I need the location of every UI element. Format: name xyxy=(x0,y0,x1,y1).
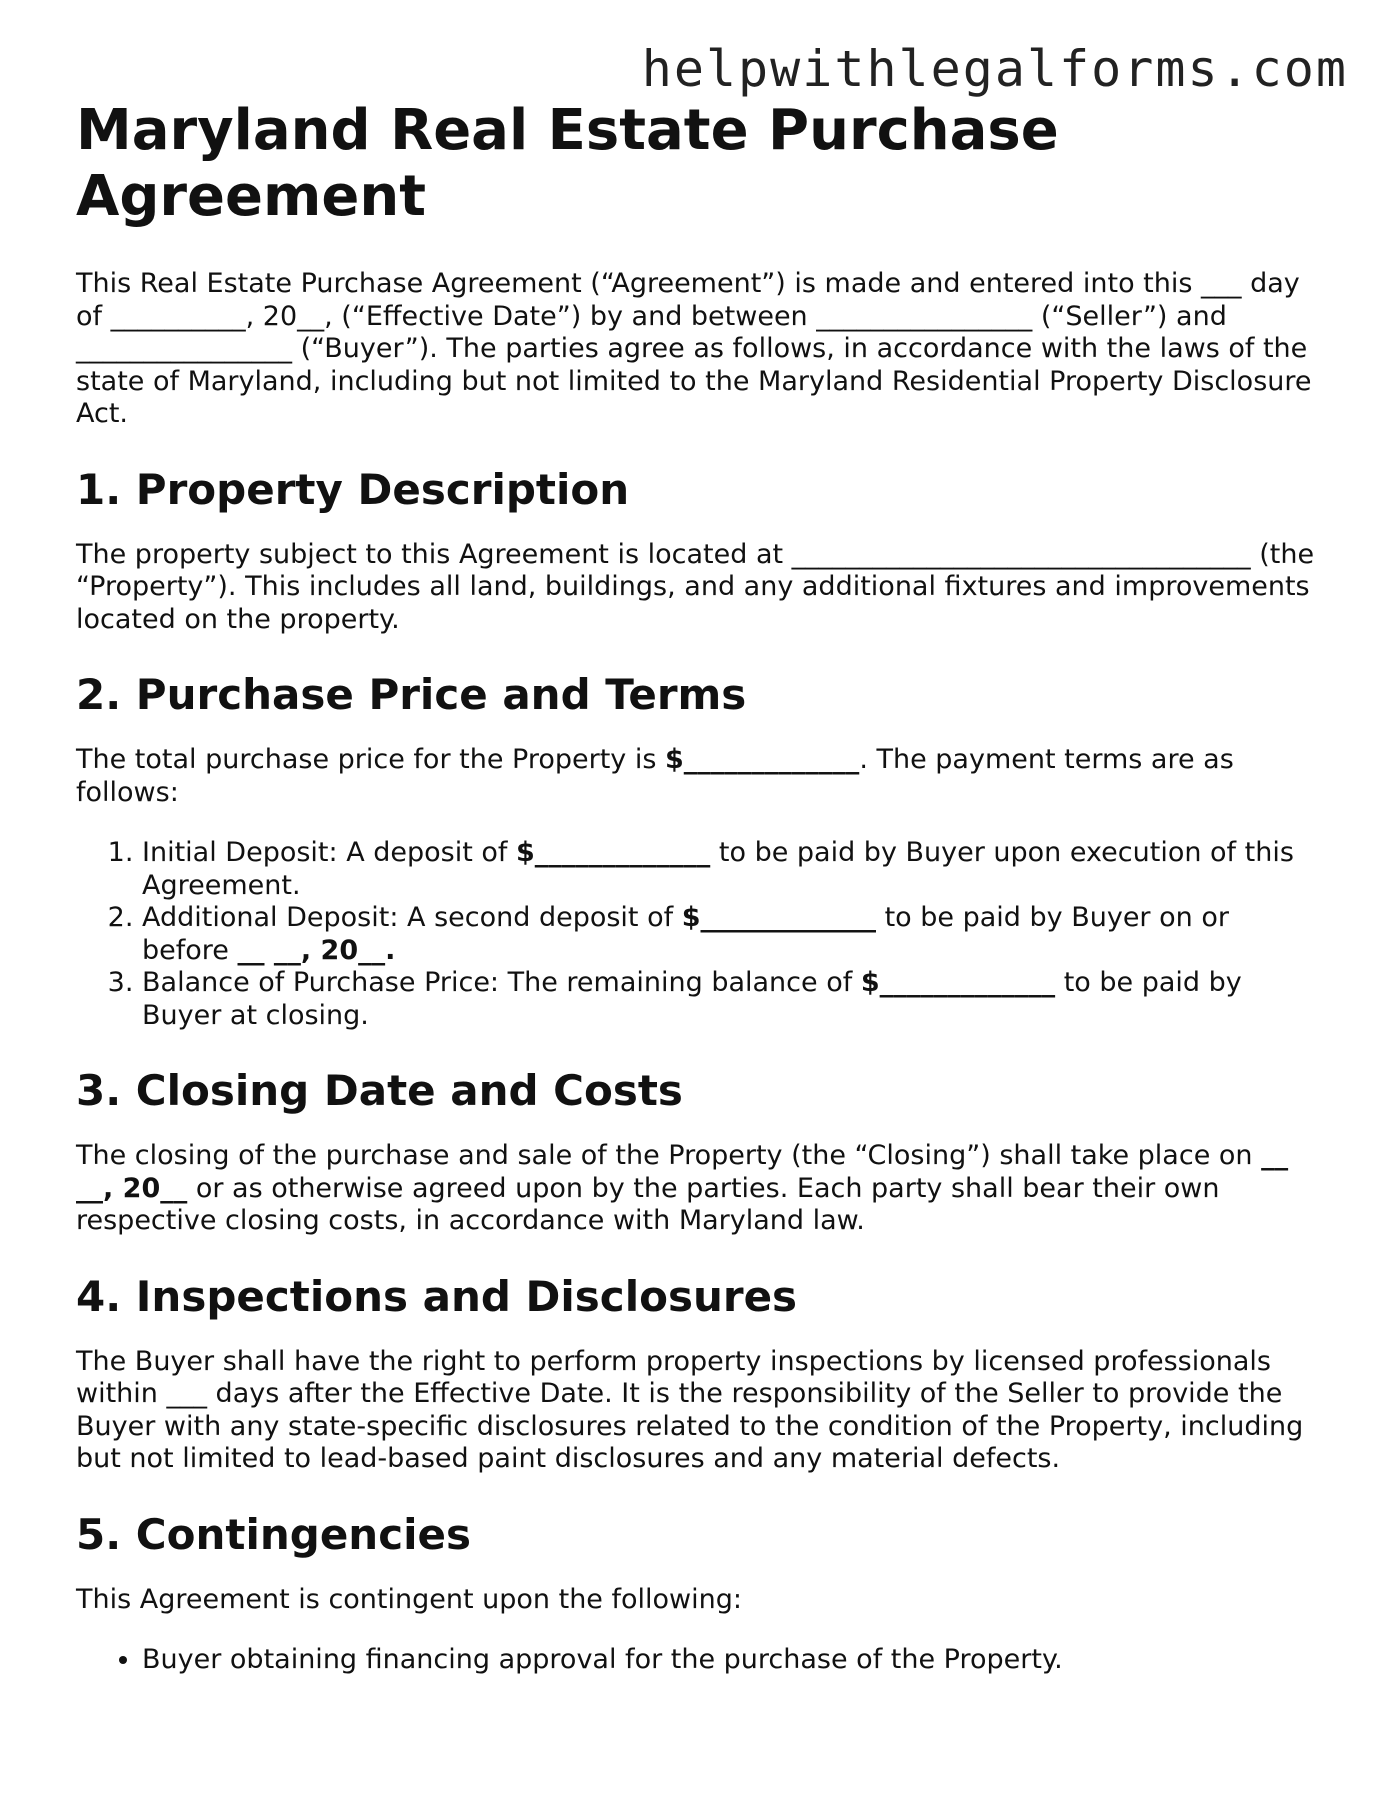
closing-paragraph: The closing of the purchase and sale of the Property (the “Closing”) shall take place on __ __, 20__ or as otherwise agreed upon by the parties. Each party shall bear their own respective closing costs, in accordance with Maryland law. xyxy=(76,1140,1289,1236)
section-heading-closing: 3. Closing Date and Costs xyxy=(76,1066,683,1115)
list-item: 2. Additional Deposit: A second deposit of $_____________ to be paid by Buyer on or before __ __, 20__. xyxy=(142,902,1316,967)
list-item: • Buyer obtaining financing approval for the purchase of the Property. xyxy=(142,1644,1316,1677)
contingencies-list xyxy=(76,1644,1316,1677)
price-paragraph: The total purchase price for the Property is $_____________. The payment terms are as follows: xyxy=(76,744,1234,808)
list-item: 1. Initial Deposit: A deposit of $_____________ to be paid by Buyer upon execution of this Agreement. xyxy=(142,837,1316,902)
property-paragraph: The property subject to this Agreement is located at __________________________________ (the “Property”). This includes all land, buildings, and any additional fixtures and improvements located on the property. xyxy=(76,538,1315,635)
section-heading-contingencies: 5. Contingencies xyxy=(76,1509,471,1559)
document xyxy=(76,98,1316,1711)
section-heading-inspections: 4. Inspections and Disclosures xyxy=(76,1271,798,1321)
section-heading-property: 1. Property Description xyxy=(76,464,630,514)
document-title: Maryland Real Estate Purchase Agreement xyxy=(76,98,1059,229)
list-item: 3. Balance of Purchase Price: The remaining balance of $_____________ to be paid by Buyer at closing. xyxy=(142,967,1316,1032)
intro-paragraph: This Real Estate Purchase Agreement (“Agreement”) is made and entered into this ___ day of __________, 20__, (“Effective Date”) by and between ________________ (“Seller”) and ________________ (“Buyer”). The parties agree as follows, in accordance with the laws of the state of Maryland, including but not limited to the Maryland Residential Property Disclosure Act. xyxy=(76,268,1312,429)
watermark: helpwithlegalforms.com xyxy=(641,40,1348,98)
section-heading-price: 2. Purchase Price and Terms xyxy=(76,670,747,719)
inspections-paragraph: The Buyer shall have the right to perform property inspections by licensed professionals within ___ days after the Effective Date. It is the responsibility of the Seller to provide the Buyer with any state-specific disclosures related to the condition of the Property, including but not limited to lead-based paint disclosures and any material defects. xyxy=(76,1345,1304,1474)
payment-terms-list xyxy=(76,837,1316,1032)
contingencies-paragraph: This Agreement is contingent upon the following: xyxy=(76,1583,742,1615)
